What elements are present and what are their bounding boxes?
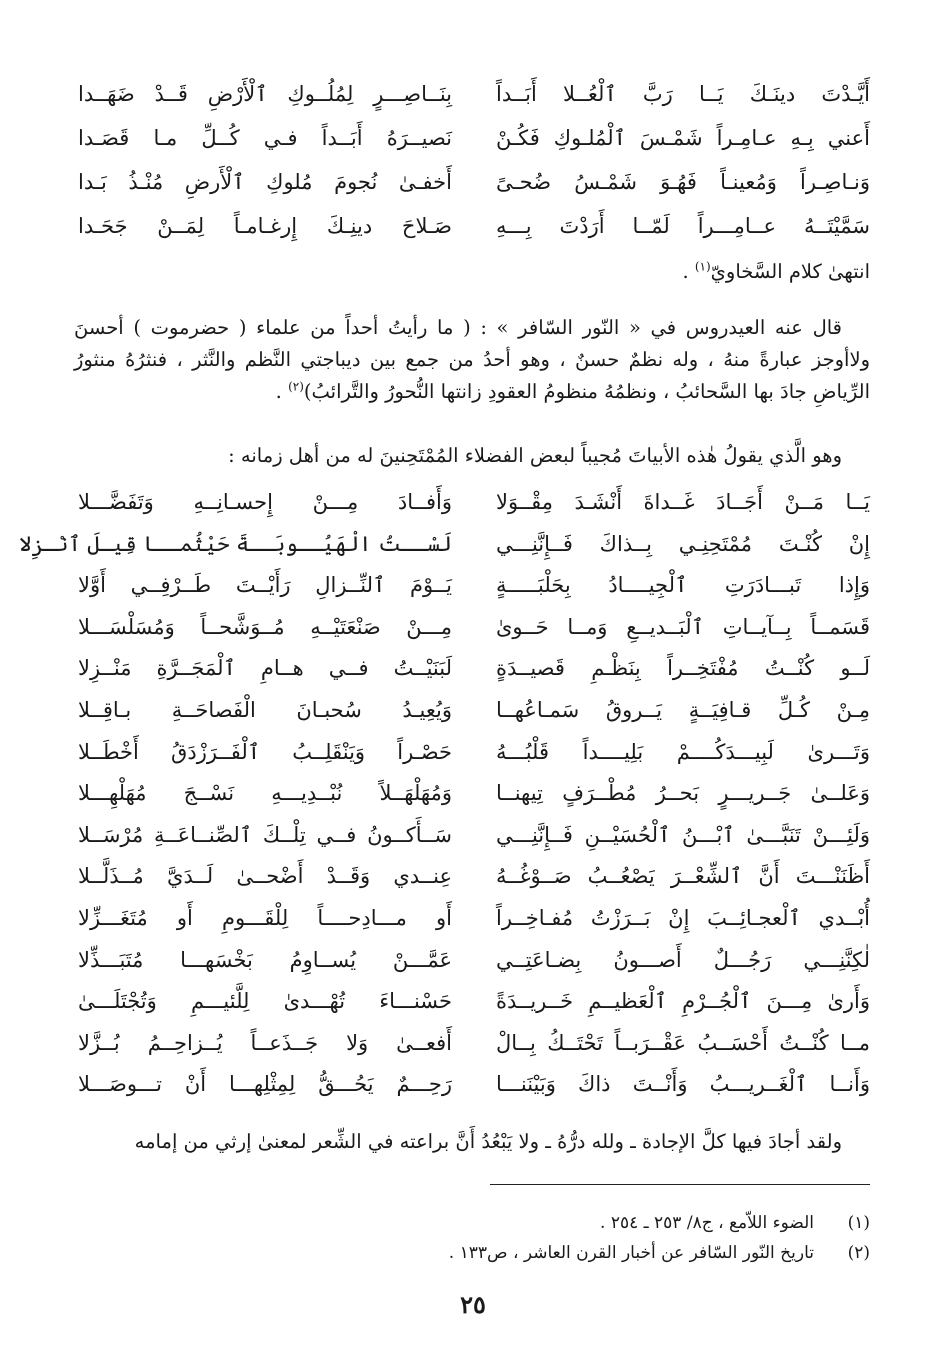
poem-block-reply: [19, 490, 870, 1114]
second-hemistich: حَسْنـــاءَ تُهْـــدىٰ لِلَّئيـــمِ وَتُجْتَلَـــىٰ: [78, 989, 452, 1014]
second-hemistich: سَــأَكــونُ فــي تِلْــكَ ٱلصِّنــاعَــةِ مُرْسَــلا: [78, 822, 452, 847]
poem-verse: [78, 1031, 870, 1073]
first-hemistich: قَسَمــاً بِــآيــاتِ ٱلْبَــديــعِ وَمــا حَــوىٰ: [496, 614, 870, 639]
footnote-text: الضوء اللاّمع ، ج٨/ ٢٥٣ ـ ٢٥٤ .: [600, 1213, 814, 1233]
second-hemistich: رَحِـــمٌ يَحُـــقُّ لِمِثْلِهـــا أَنْ تـــوصَـــلا: [78, 1072, 452, 1097]
poem-verse: [78, 864, 870, 906]
first-hemistich: مِـنْ كُـلِّ قـافِيَــةٍ يَــروقُ سَمـاعُهــا: [496, 697, 870, 722]
poem-verse: [78, 170, 870, 214]
first-hemistich: وَأَرىٰ مِـــنَ ٱلْجُــرْمِ ٱلْعَظيــمِ خَــريــدَةً: [496, 989, 870, 1014]
poem-verse: [78, 573, 870, 615]
second-hemistich: وَأَفــادَ مِـــنْ إِحسـانِــهِ وَتَفَضَّـــلا: [78, 490, 452, 514]
poem-verse: [78, 781, 870, 823]
first-hemistich: أَيَّـدْتَ دينَـكَ يَــا رَبَّ ٱلْعُــلا أَبَــداً: [496, 82, 870, 106]
second-hemistich: عِنــدي وَقَــدْ أَضْحــىٰ لَــدَيَّ مُــذَلَّــلا: [78, 864, 452, 889]
poem-verse: [78, 906, 870, 948]
first-hemistich: وَإِذا تَبـــادَرَتِ ٱلْجِيــــادُ بِحَلْبَـــــةٍ: [496, 573, 870, 598]
poem-verse: [78, 948, 870, 990]
footnote-number: (٢): [847, 1243, 870, 1263]
second-hemistich: أَو مـــادِحــــاً لِلْقَـــومِ أَو مُتَغَـــزِّلا: [78, 905, 452, 930]
second-hemistich: لَبَنَيْــتُ فــي هــامِ ٱلْمَجَــرَّةِ مَنْــزِلا: [78, 656, 452, 681]
footnote-number: (١): [847, 1213, 870, 1233]
quote-paragraph-text: قال عنه العيدروس في « النّور السّافر » : ( ما رأيتُ أحداً من علماء ( حضرموت ) أحسنَ ولاأوجز عبارةً منهُ ، وله نظمٌ حسنٌ ، وهو أحدُ من جمع بين ديباجتي النَّظم والنَّثر ، فنثرُهُ منثورُ الرِّياضِ جادَ بها السَّحائبُ ، ونظمُهُ منظومُ العقودِ زانتها النُّحورُ والتَّرائبُ): [74, 316, 870, 403]
end-of-quote-line: [74, 256, 870, 288]
first-hemistich: وَنـاصِـراً وَمُعينـاً فَهُـوَ شَمْـسُ ضُحـىً: [496, 170, 870, 194]
poem-verse: [78, 740, 870, 782]
first-hemistich: وَتَـــرىٰ لَبِيـــدَكُــــمْ بَلِيــــداً قَلْبُـــهُ: [496, 739, 870, 764]
first-hemistich: وَأَنــا ٱلْغَــريـــبُ وَأَنْــتَ ذاكَ وَبَيْنَنـــا: [496, 1072, 870, 1097]
footnote-text: تاريخ النّور السّافر عن أخبار القرن العاشر ، ص١٣٣ .: [448, 1243, 814, 1263]
poem-block-praise: [78, 82, 870, 258]
first-hemistich: وَلَئِـــنْ تَنَبَّـــىٰ ٱبْـــنُ ٱلْحُسَيْــنِ فَــإِنَّنِـــي: [496, 822, 870, 847]
first-hemistich: أَظَنَنْـــتَ أَنَّ ٱلشِّعْــرَ يَصْعُــبُ صَــوْغُــهُ: [496, 864, 870, 889]
poem-verse: [78, 698, 870, 740]
poem-verse: [78, 989, 870, 1031]
poem-intro-paragraph: [74, 440, 870, 472]
footnote-separator: [490, 1184, 870, 1185]
idrus-quote-paragraph: [74, 312, 870, 408]
first-hemistich: أَعني بِـهِ عـامِـراً شَمْـسَ ٱلْمُلـوكِ فَكُـنْ: [496, 126, 870, 150]
second-hemistich: أَخفـىٰ نُجومَ مُلوكِ ٱلْأَرضِ مُنْـذُ بَـدا: [78, 170, 452, 194]
second-hemistich: بِنَــاصِـــرٍ لِمُلُــوكِ ٱلْأَرْضِ قَــدْ ضَهَــدا: [78, 82, 452, 106]
second-hemistich: أَفعــىٰ وَلا جَــذَعــاً يُــزاحِــمُ بُــزَّلا: [78, 1030, 452, 1055]
second-hemistich: مِـــنْ صَنْعَتَيْــهِ مُــوَشَّحــاً وَمُسَلْسَـــلا: [78, 614, 452, 639]
footnote-item: [74, 1238, 870, 1268]
poem-verse: [19, 531, 870, 574]
second-hemistich: عَمَّـــنْ يُســاوِمُ بَخْسَهـــا مُتَبَـــذِّلا: [78, 947, 452, 972]
first-hemistich: مــا كُنْــتُ أَحْسَــبُ عَقْــرَبــاً تَحْتَــكُ بِــالْ: [496, 1030, 870, 1055]
second-hemistich: وَيُعِيـدُ سُحبـانَ الْفَصاحَــةِ بـاقِــلا: [78, 697, 452, 722]
first-hemistich: أُبْــدي ٱلْعجـائِــبَ إِنْ بَــرَزْتُ مُفـاخِــراً: [496, 905, 870, 930]
poem-verse: [78, 214, 870, 258]
poem-verse: [78, 615, 870, 657]
second-hemistich: لَسْــتُ الْهَيُــوبَــةَ حَيْثُمــا قِيـلَ ٱنْـزِلا: [19, 531, 452, 556]
quote-paragraph-tail: .: [275, 380, 289, 403]
closing-paragraph: [74, 1126, 870, 1158]
first-hemistich: إِنْ كُنْـتَ مُمْتَحِنِـي بِــذاكَ فَــإِنَّنِـــي: [496, 531, 870, 556]
first-hemistich: يَــا مَــنْ أَجَــادَ غَــداةَ أَنْشَـدَ مِقْــوَلا: [496, 490, 870, 514]
second-hemistich: يَــوْمَ ٱلنِّــزالِ رَأَيْــتَ طَــرْفِــي أَوَّلا: [78, 573, 452, 598]
poem-intro-text: وهو الَّذي يقولُ هٰذه الأبياتَ مُجيباً لبعض الفضلاء المُمْتَحِنينَ له من أهل زمانه :: [228, 444, 842, 467]
first-hemistich: لَــو كُنْــتُ مُفْتَخِــراً بِنَظْـمِ قَصيــدَةٍ: [496, 656, 870, 681]
second-hemistich: وَمُهَلْهَــلاً نُبْــدِيـــهِ نَسْــجَ مُهَلْهِـــلا: [78, 781, 452, 806]
footnote-ref-2[interactable]: (٢): [288, 379, 304, 394]
closing-paragraph-text: ولقد أجادَ فيها كلَّ الإجادة ـ ولله درُّهُ ـ ولا يَبْعُدُ أَنَّ براعته في الشِّعر لمعنىٰ إرثي من إمامه: [134, 1130, 842, 1153]
poem-verse: [78, 82, 870, 126]
second-hemistich: صَـلاحَ دينِـكَ إِرغـامـاً لِمَــنْ جَحَـدا: [78, 214, 452, 238]
footnotes: [74, 1208, 870, 1268]
footnote-item: [74, 1208, 870, 1238]
poem-verse: [78, 126, 870, 170]
first-hemistich: لٰكِنَّنِـــي رَجُـــلٌ أَصـــونُ بِضـاعَتِــي: [496, 947, 870, 972]
end-quote-tail: .: [682, 260, 695, 283]
first-hemistich: وَعَلــىٰ جَــريـــرٍ بَحــرُ مُطْــرَفٍ تِيهنــا: [496, 781, 870, 806]
second-hemistich: نَصيــرَهُ أَبَــداً فـي كُــلِّ مـا قَصَـدا: [78, 126, 452, 150]
poem-verse: [78, 656, 870, 698]
second-hemistich: حَصْـراً وَيَنْقَلِــبُ ٱلْفَــرَزْدَقُ أَخْطَــلا: [78, 739, 452, 764]
poem-verse: [78, 1072, 870, 1114]
end-quote-text: انتهىٰ كلام السَّخاويّ: [710, 260, 870, 283]
poem-verse: [78, 823, 870, 865]
page-number: ٢٥: [460, 1290, 486, 1319]
poem-verse: [78, 490, 870, 532]
footnote-ref-1[interactable]: (١): [694, 259, 711, 274]
first-hemistich: سَمَّيْتَــهُ عــامِـــراً لَمّــا أَرَدْتَ بِـــهِ: [496, 214, 870, 238]
